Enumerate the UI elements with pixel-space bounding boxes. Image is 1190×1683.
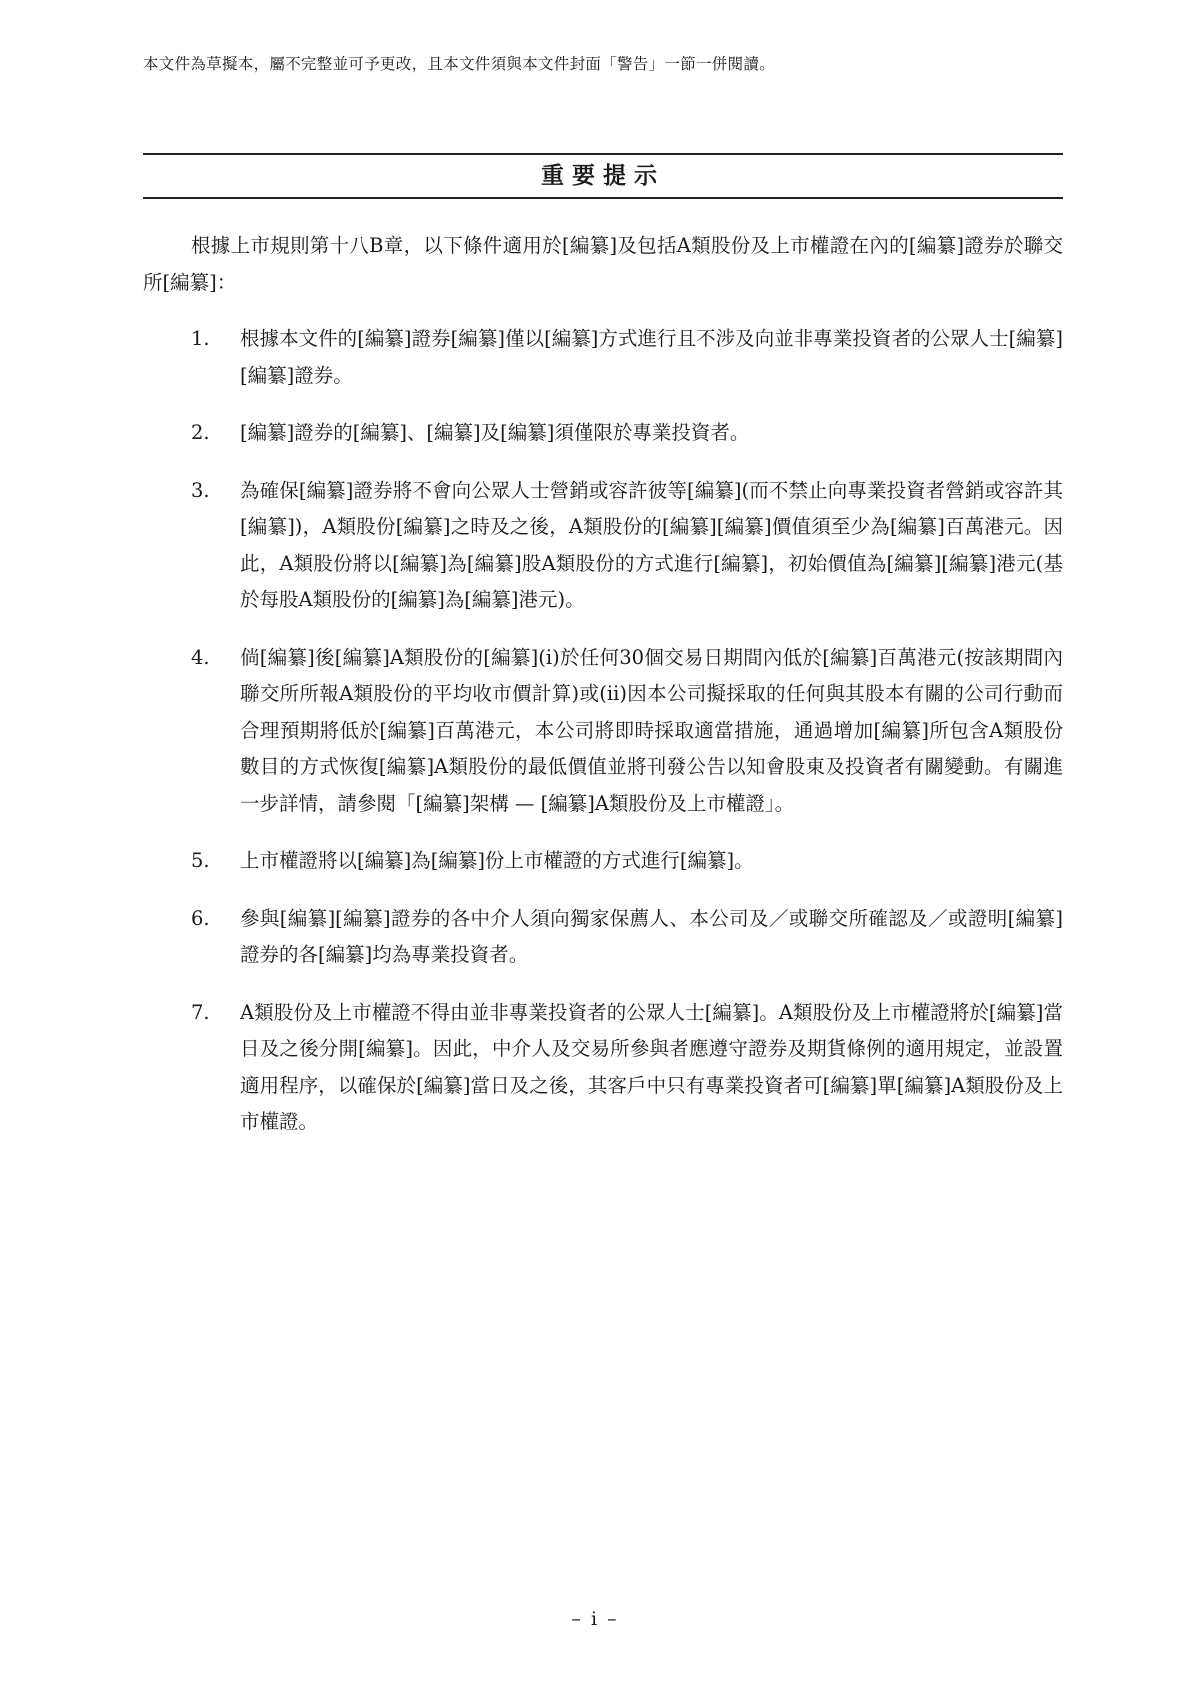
title-rule-bottom xyxy=(143,197,1063,199)
list-item-number: 7. xyxy=(191,1000,210,1024)
list-item-text: A類股份及上市權證不得由並非專業投資者的公眾人士[編纂]。A類股份及上市權證將於[編纂]當日及之後分開[編纂]。因此，中介人及交易所參與者應遵守證券及期貨條例的適用規定，並設置適用程序，以確保於[編纂]當日及之後，其客戶中只有專業投資者可[編纂]單[編纂]A類股份及上市權證。 xyxy=(240,1000,1063,1133)
list-item xyxy=(143,415,1063,452)
list-item xyxy=(143,995,1063,1141)
list-item xyxy=(143,901,1063,974)
page-title: 重要提示 xyxy=(541,162,665,189)
intro-paragraph: 根據上市規則第十八B章，以下條件適用於[編纂]及包括A類股份及上市權證在內的[編纂]證券於聯交所[編纂]： xyxy=(143,234,1063,294)
list-item-text: 倘[編纂]後[編纂]A類股份的[編纂](i)於任何30個交易日期間內低於[編纂]百萬港元(按該期間內聯交所所報A類股份的平均收市價計算)或(ii)因本公司擬採取的任何與其股本有關的公司行動而合理預期將低於[編纂]百萬港元，本公司將即時採取適當措施，通過增加[編纂]所包含A類股份數目的方式恢復[編纂]A類股份的最低價值並將刊發公告以知會股東及投資者有關變動。有關進一步詳情，請參閱「[編纂]架構 — [編纂]A類股份及上市權證」。 xyxy=(240,645,1063,815)
list-item-number: 1. xyxy=(191,327,210,350)
title-rule-top xyxy=(143,153,1063,155)
list-item-text: 為確保[編纂]證券將不會向公眾人士營銷或容許彼等[編纂](而不禁止向專業投資者營銷或容許其[編纂])，A類股份[編纂]之時及之後，A類股份的[編纂][編纂]價值須至少為[編纂]百萬港元。因此，A類股份將以[編纂]為[編纂]股A類股份的方式進行[編纂]，初始價值為[編纂][編纂]港元(基於每股A類股份的[編纂]為[編纂]港元)。 xyxy=(240,478,1063,611)
list-item xyxy=(143,473,1063,619)
list-item-text: [編纂]證券的[編纂]、[編纂]及[編纂]須僅限於專業投資者。 xyxy=(240,421,750,444)
list-item-number: 4. xyxy=(191,645,210,669)
draft-warning-note: 本文件為草擬本，屬不完整並可予更改，且本文件須與本文件封面「警告」一節一併閱讀。 xyxy=(143,55,776,73)
page-number: – i – xyxy=(571,1608,619,1630)
document-body xyxy=(143,228,1063,1162)
list-item-number: 5. xyxy=(191,849,210,872)
list-item xyxy=(143,640,1063,823)
list-item-text: 上市權證將以[編纂]為[編纂]份上市權證的方式進行[編纂]。 xyxy=(240,849,754,872)
list-item-number: 2. xyxy=(191,421,210,444)
list-item-text: 參與[編纂][編纂]證券的各中介人須向獨家保薦人、本公司及／或聯交所確認及／或證明[編纂]證券的各[編纂]均為專業投資者。 xyxy=(240,906,1063,966)
list-item-number: 3. xyxy=(191,478,210,502)
list-item xyxy=(143,843,1063,880)
list-item-number: 6. xyxy=(191,906,210,930)
list-item xyxy=(143,321,1063,394)
list-item-text: 根據本文件的[編纂]證券[編纂]僅以[編纂]方式進行且不涉及向並非專業投資者的公眾人士[編纂][編纂]證券。 xyxy=(240,327,1063,387)
